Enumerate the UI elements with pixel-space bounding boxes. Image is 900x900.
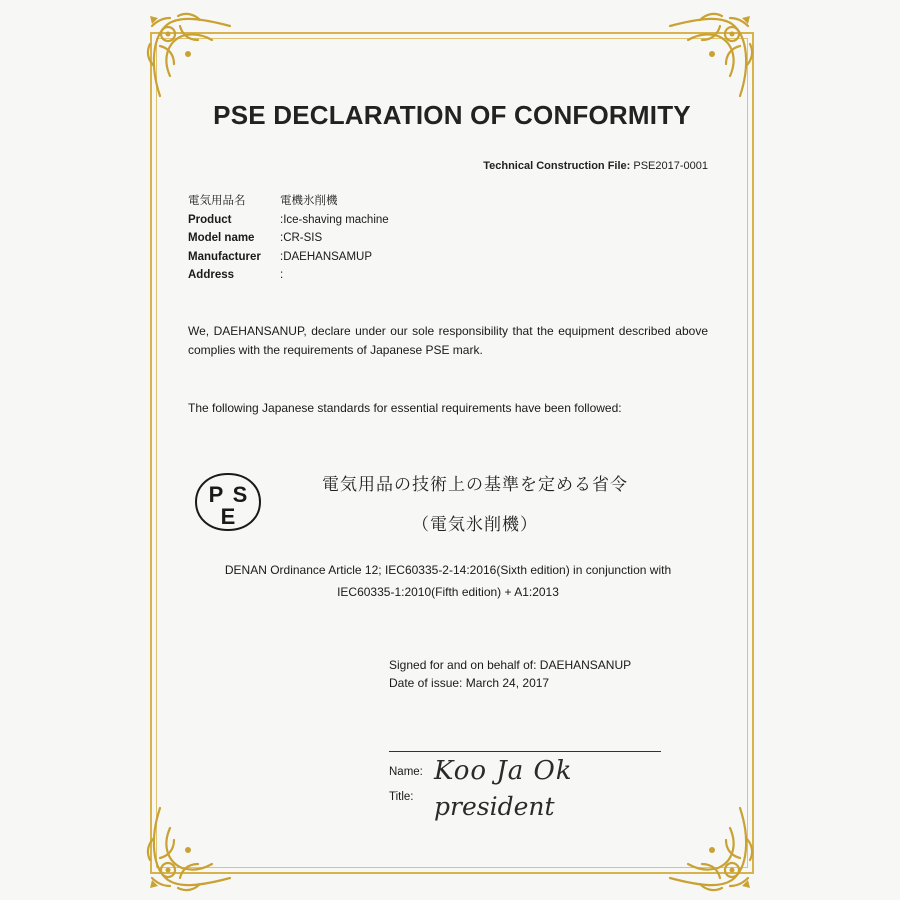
info-row bbox=[188, 192, 389, 211]
signature-info bbox=[389, 656, 631, 692]
corner-ornament-icon bbox=[660, 798, 760, 898]
pse-mark-letter-p: P bbox=[208, 482, 224, 507]
pse-mark-letter-e: E bbox=[220, 504, 236, 529]
denan-line: IEC60335-1:2010(Fifth edition) + A1:2013 bbox=[337, 585, 559, 599]
info-row bbox=[188, 266, 389, 285]
info-row bbox=[188, 229, 389, 248]
info-value: :CR-SIS bbox=[280, 232, 323, 245]
document-title: PSE DECLARATION OF CONFORMITY bbox=[213, 100, 691, 130]
corner-ornament-icon bbox=[660, 6, 760, 106]
info-value: : bbox=[280, 269, 284, 282]
corner-ornament-icon bbox=[140, 798, 240, 898]
info-row bbox=[188, 248, 389, 267]
info-label: Address bbox=[188, 269, 235, 282]
jp-standard-title: 電気用品の技術上の基準を定める省令 bbox=[322, 475, 628, 494]
handwritten-signature-name: Koo Ja Ok bbox=[434, 756, 573, 786]
standards-intro: The following Japanese standards for essential requirements have been followed: bbox=[188, 401, 622, 415]
date-of-issue: Date of issue: March 24, 2017 bbox=[389, 676, 550, 690]
info-value: 電機氷削機 bbox=[280, 195, 338, 207]
title-label: Title: bbox=[389, 791, 414, 803]
product-info bbox=[188, 192, 389, 285]
corner-ornament-icon bbox=[140, 6, 240, 106]
pse-mark-icon bbox=[193, 470, 263, 534]
technical-file-value: PSE2017-0001 bbox=[633, 160, 708, 172]
technical-file-label: Technical Construction File: bbox=[483, 160, 631, 172]
declaration-paragraph: We, DAEHANSANUP, declare under our sole responsibility that the equipment described above complies with the requirements of Japanese PSE mark. bbox=[188, 324, 708, 357]
jp-standard-subtitle: （電気氷削機） bbox=[412, 515, 538, 534]
technical-file-reference bbox=[483, 160, 708, 172]
info-label: 電気用品名 bbox=[188, 195, 246, 207]
info-label: Manufacturer bbox=[188, 250, 261, 263]
signed-for: Signed for and on behalf of: DAEHANSANUP bbox=[389, 658, 632, 672]
info-label: Model name bbox=[188, 232, 255, 245]
denan-standards bbox=[190, 559, 706, 603]
info-row bbox=[188, 211, 389, 230]
pse-mark-letter-s: S bbox=[232, 482, 248, 507]
info-value: :Ice-shaving machine bbox=[280, 213, 389, 226]
handwritten-signature-title: president bbox=[434, 792, 555, 821]
info-label: Product bbox=[188, 213, 232, 226]
denan-line: DENAN Ordinance Article 12; IEC60335-2-14:2016(Sixth edition) in conjunction with bbox=[224, 563, 672, 577]
signature-line bbox=[389, 751, 661, 752]
name-label: Name: bbox=[389, 766, 423, 778]
info-value: :DAEHANSAMUP bbox=[280, 250, 373, 263]
